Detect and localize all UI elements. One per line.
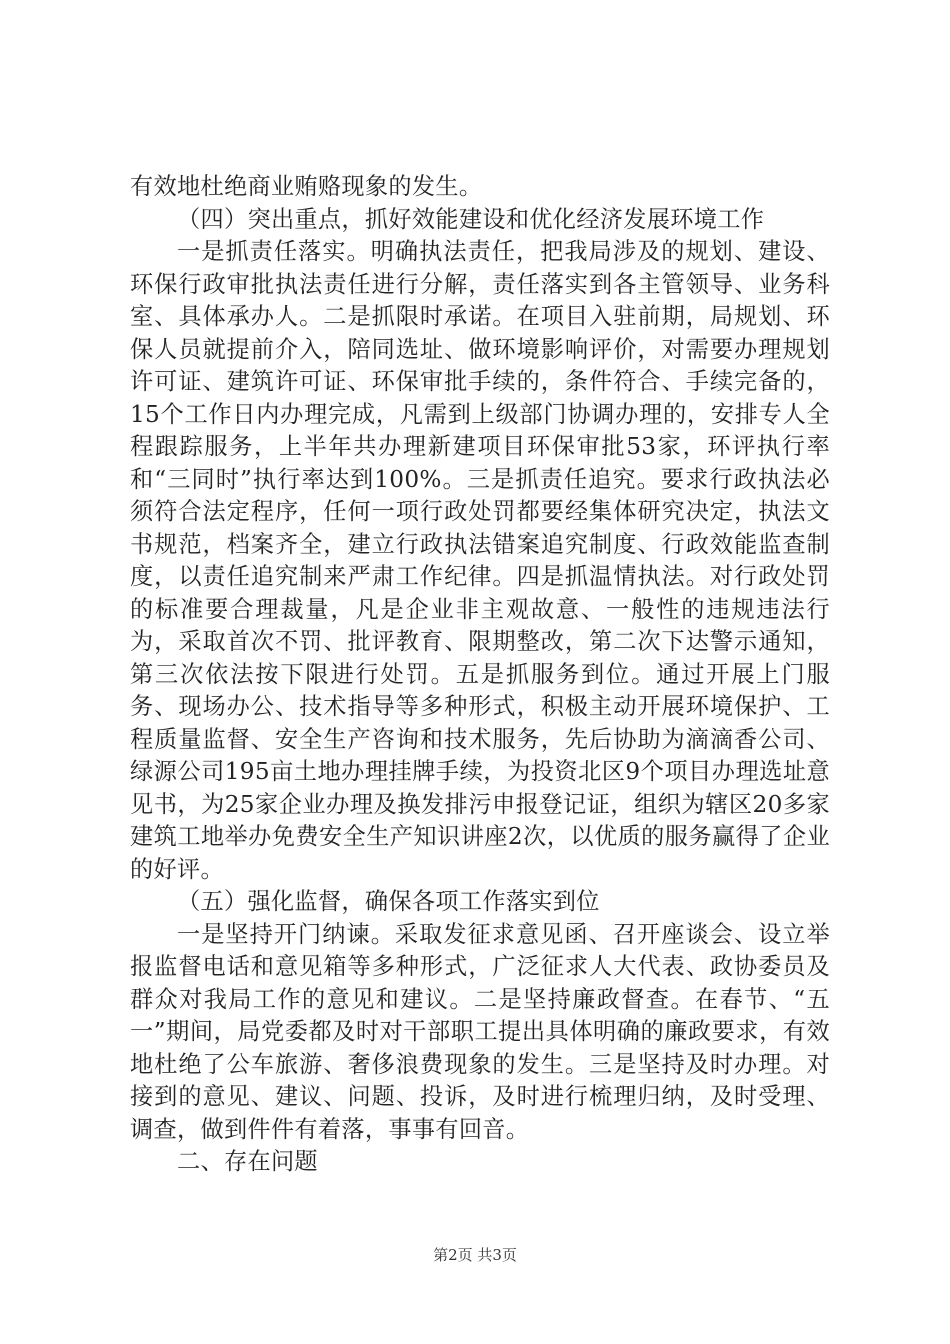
paragraph-supervision: 一是坚持开门纳谏。采取发征求意见函、召开座谈会、设立举报监督电话和意见箱等多种形式，广泛征求人大代表、政协委员及群众对我局工作的意见和建议。二是坚持廉政督查。在春节、“五一”期间，局党委都及时对干部职工提出具体明确的廉政要求，有效地杜绝了公车旅游、奢侈浪费现象的发生。三是坚持及时办理。对接到的意见、建议、问题、投诉，及时进行梳理归纳，及时受理、调查，做到件件有着落，事事有回音。: [130, 920, 830, 1143]
section-heading-5: （五）强化监督，确保各项工作落实到位: [177, 888, 600, 915]
section-heading-4: （四）突出重点，抓好效能建设和优化经济发展环境工作: [177, 205, 765, 233]
paragraph-efficiency: 一是抓责任落实。明确执法责任，把我局涉及的规划、建设、环保行政审批执法责任进行分解，责任落实到各主管领导、业务科室、具体承办人。二是抓限时承诺。在项目入驻前期，局规划、环保人员就提前介入，陪同选址、做环境影响评价，对需要办理规划许可证、建筑许可证、环保审批手续的，条件符合、手续完备的，15个工作日内办理完成，凡需到上级部门协调办理的，安排专人全程跟踪服务，上半年共办理新建项目环保审批53家，环评执行率和“三同时”执行率达到100%。三是抓责任追究。要求行政执法必须符合法定程序，任何一项行政处罚都要经集体研究决定，执法文书规范，档案齐全，建立行政执法错案追究制度、行政效能监查制度，以责任追究制来严肃工作纪律。四是抓温情执法。对行政处罚的标准要合理裁量，凡是企业非主观故意、一般性的违规违法行为，采取首次不罚、批评教育、限期整改，第二次下达警示通知，第三次依法按下限进行处罚。五是抓服务到位。通过开展上门服务、现场办公、技术指导等多种形式，积极主动开展环境保护、工程质量监督、安全生产咨询和技术服务，先后协助为滴滴香公司、绿源公司195亩土地办理挂牌手续，为投资北区9个项目办理选址意见书，为25家企业办理及换发排污申报登记证，组织为辖区20多家建筑工地举办免费安全生产知识讲座2次，以优质的服务赢得了企业的好评。: [130, 238, 830, 883]
section-heading-problems: 二、存在问题: [177, 1148, 318, 1175]
document-body: [130, 171, 830, 1179]
paragraph-continuation: 有效地杜绝商业贿赂现象的发生。: [130, 173, 483, 200]
page-number-footer: 第2页 共3页: [433, 1246, 517, 1264]
